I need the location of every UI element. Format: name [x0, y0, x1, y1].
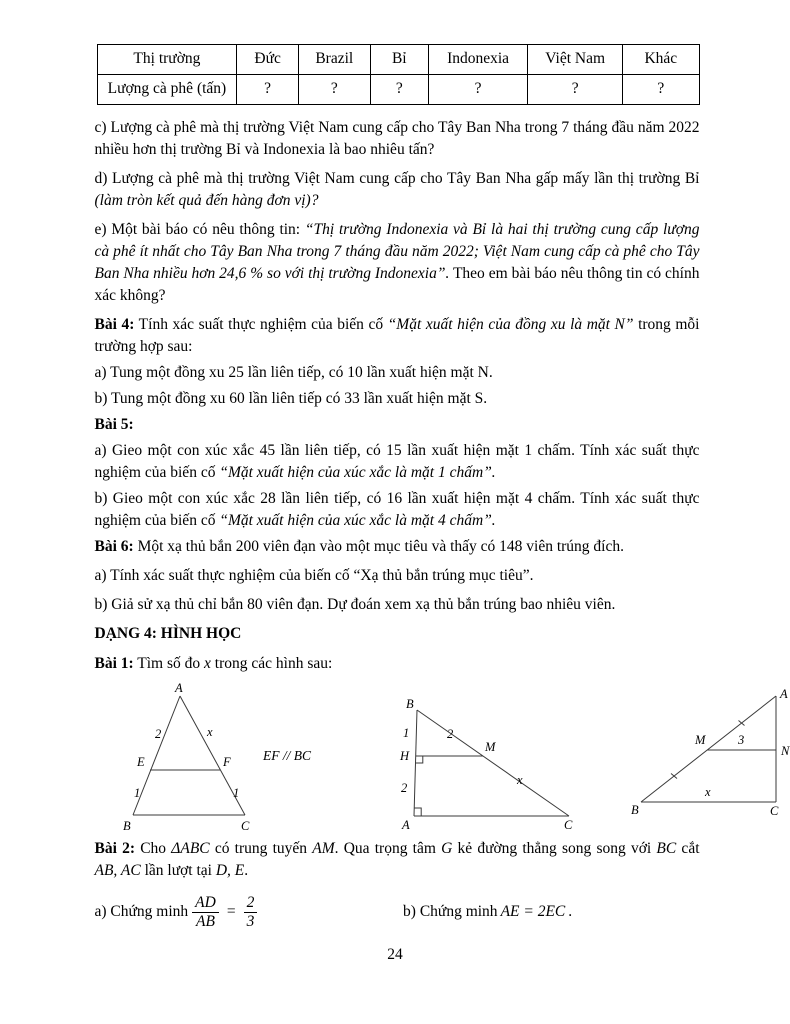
exercise-1-variable-x: x	[204, 654, 211, 672]
exercise-2-math-am: AM	[312, 839, 335, 857]
fig2-segment-mc: x	[516, 772, 523, 787]
table-header-duc: Đức	[237, 45, 299, 75]
table-header-market: Thị trường	[97, 45, 237, 75]
fig2-segment-bh: 1	[402, 725, 409, 740]
geometry-figures-row	[95, 680, 789, 834]
question-d	[95, 168, 700, 212]
figure-3-triangle-midsegment	[631, 684, 790, 820]
exercise-6-intro	[95, 536, 700, 558]
exercise-2-math-ab-ac: AB, AC	[94, 861, 141, 879]
section-heading-dang4: DẠNG 4: HÌNH HỌC	[94, 624, 242, 642]
exercise-4-intro	[95, 314, 700, 358]
figure-2-right-triangle	[393, 696, 583, 832]
task-b-period: .	[568, 903, 573, 921]
fig3-point-m: M	[694, 732, 705, 747]
exercise-2-s3: . Qua trọng tâm	[334, 839, 442, 857]
fraction-ad: AD	[192, 894, 219, 913]
fig1-segment-eb: 1	[133, 785, 140, 800]
table-cell-khac: ?	[623, 74, 699, 104]
question-d-text: d) Lượng cà phê mà thị trường Việt Nam cung cấp cho Tây Ban Nha gấp mấy lần thị trường Bỉ	[94, 169, 700, 187]
fig2-vertex-b: B	[405, 696, 414, 711]
fig1-point-e: E	[136, 754, 145, 769]
exercise-6-label: Bài 6:	[94, 537, 134, 555]
table-header-brazil: Brazil	[298, 45, 370, 75]
exercise-2-s5: cắt	[676, 839, 700, 857]
exercise-2-task-b	[403, 894, 572, 931]
exercise-5-b-quote: “Mặt xuất hiện của xúc xắc là mặt 4 chấm”.	[219, 511, 496, 529]
exercise-1-intro	[95, 653, 700, 675]
fig1-caption-parallel: EF // BC	[262, 747, 311, 763]
exercise-4-item-a: a) Tung một đồng xu 25 lần liên tiếp, có 10 lần xuất hiện mặt N.	[94, 363, 493, 381]
fig3-vertex-b: B	[630, 802, 639, 817]
table-header-indonexia: Indonexia	[428, 45, 527, 75]
exercise-2-math-g: G	[441, 839, 453, 857]
fraction-2: 2	[244, 894, 258, 913]
question-e-text2: Theo em bài báo nêu thông tin có chính xác không?	[94, 264, 700, 304]
fig1-vertex-c: C	[240, 818, 249, 833]
table-header-khac: Khác	[623, 45, 699, 75]
fig1-point-f: F	[222, 754, 231, 769]
equals-sign: =	[226, 903, 236, 921]
task-a-text: a) Chứng minh	[94, 903, 189, 921]
table-cell-brazil: ?	[298, 74, 370, 104]
exercise-5-label: Bài 5:	[94, 415, 134, 433]
fig2-right-angle-h	[415, 756, 422, 763]
fraction-2-3	[244, 894, 258, 931]
table-cell-indonexia: ?	[428, 74, 527, 104]
fig3-segment-mn: 3	[737, 732, 744, 747]
exercise-6-item-b: b) Giả sử xạ thủ chỉ bắn 80 viên đạn. Dự đoán xem xạ thủ bắn trúng bao nhiêu viên.	[94, 595, 616, 613]
exercise-2-s2: có trung tuyến	[209, 839, 313, 857]
fraction-ad-ab	[192, 894, 219, 931]
exercise-1-text1: Tìm số đo	[133, 654, 205, 672]
exercise-6-item-a: a) Tính xác suất thực nghiệm của biến cố “Xạ thủ bắn trúng mục tiêu”.	[94, 566, 534, 584]
exercise-2-label: Bài 2:	[94, 839, 136, 857]
question-d-note: (làm tròn kết quả đến hàng đơn vị)?	[94, 191, 319, 209]
exercise-1-label: Bài 1:	[94, 654, 134, 672]
exercise-5-a-quote: “Mặt xuất hiện của xúc xắc là mặt 1 chấm”.	[219, 463, 496, 481]
fig2-point-m: M	[484, 739, 495, 754]
exercise-5-a-text: a) Gieo một con xúc xắc 45 lần liên tiếp, có 15 lần xuất hiện mặt 1 chấm. Tính xác suất thực nghiệm của biến cố	[94, 441, 700, 481]
exercise-2-s7: .	[244, 861, 249, 879]
fig3-segment-bc: x	[704, 784, 711, 799]
exercise-2-math-d-e: D, E	[215, 861, 245, 879]
table-header-vietnam: Việt Nam	[528, 45, 623, 75]
exercise-5-item-a	[95, 440, 700, 484]
question-e	[95, 219, 700, 307]
fig2-vertex-c: C	[563, 817, 572, 832]
fig1-segment-ae: 2	[154, 726, 161, 741]
exercise-4-text2: trong mỗi trường hợp sau:	[94, 315, 700, 355]
table-value-row	[97, 74, 699, 104]
fig1-segment-af: x	[206, 724, 213, 739]
fig2-segment-ha: 2	[400, 780, 407, 795]
task-b-text: b) Chứng minh	[403, 903, 498, 921]
fig2-vertex-a: A	[401, 817, 410, 832]
table-cell-bi: ?	[370, 74, 428, 104]
exercise-1-text2: trong các hình sau:	[210, 654, 333, 672]
exercise-4-item-b: b) Tung một đồng xu 60 lần liên tiếp có 33 lần xuất hiện mặt S.	[94, 389, 488, 407]
exercise-2-s6: lần lượt tại	[140, 861, 216, 879]
fraction-ab: AB	[196, 912, 215, 930]
table-cell-duc: ?	[237, 74, 299, 104]
fraction-3: 3	[246, 912, 255, 930]
exercise-5-item-b	[95, 488, 700, 532]
fig1-vertex-b: B	[122, 818, 131, 833]
fig3-vertex-c: C	[769, 803, 778, 818]
question-e-quote: “Thị trường Indonexia và Bỉ là hai thị trường cung cấp lượng cà phê ít nhất cho Tây Ban Nha trong 7 tháng đầu năm 2022; Việt Nam cung cấp cà phê cho Tây Ban Nha nhiều hơn 24,6 % so với thị trường Indonexia”.	[94, 220, 700, 282]
exercise-5-label-line	[95, 414, 700, 436]
coffee-market-table	[97, 44, 700, 105]
fig2-segment-bm: 2	[446, 726, 453, 741]
fig1-vertex-a: A	[174, 680, 183, 695]
exercise-6-text: Một xạ thủ bắn 200 viên đạn vào một mục tiêu và thấy có 148 viên trúng đích.	[133, 537, 624, 555]
fig3-vertex-a: A	[779, 686, 788, 701]
exercise-2-s1: Cho	[135, 839, 172, 857]
exercise-5-b-text: b) Gieo một con xúc xắc 28 lần liên tiếp, có 16 lần xuất hiện mặt 4 chấm. Tính xác suất thực nghiệm của biến cố	[94, 489, 700, 529]
figure-1-triangle-midline	[123, 682, 353, 834]
exercise-2-intro	[95, 838, 700, 882]
fig2-point-h: H	[399, 748, 409, 763]
figure-2-lines	[414, 710, 569, 816]
table-cell-vietnam: ?	[528, 74, 623, 104]
exercise-2-tasks	[95, 894, 700, 931]
question-c: c) Lượng cà phê mà thị trường Việt Nam cung cấp cho Tây Ban Nha trong 7 tháng đầu năm 2022 nhiều hơn thị trường Bỉ và Indonexia là bao nhiêu tấn?	[94, 118, 700, 158]
table-header-row	[97, 45, 699, 75]
worksheet-page	[33, 0, 789, 1024]
fig2-right-angle-a	[414, 808, 421, 816]
fig3-point-n: N	[780, 743, 789, 758]
fig1-segment-fc: 1	[232, 785, 239, 800]
task-b-math: AE = 2EC	[500, 903, 566, 921]
table-row-label: Lượng cà phê (tấn)	[97, 74, 237, 104]
table-header-bi: Bỉ	[370, 45, 428, 75]
exercise-4-text1: Tính xác suất thực nghiệm của biến cố	[134, 315, 388, 333]
question-e-text1: e) Một bài báo có nêu thông tin:	[94, 220, 305, 238]
exercise-2-task-a	[95, 894, 404, 931]
exercise-2-math-bc: BC	[656, 839, 677, 857]
page-number: 24	[387, 946, 403, 963]
exercise-2-math-abc: ΔABC	[171, 839, 210, 857]
exercise-4-label: Bài 4:	[94, 315, 135, 333]
exercise-2-s4: kẻ đường thẳng song song với	[452, 839, 657, 857]
exercise-4-quote: “Mặt xuất hiện của đồng xu là mặt N”	[387, 315, 634, 333]
